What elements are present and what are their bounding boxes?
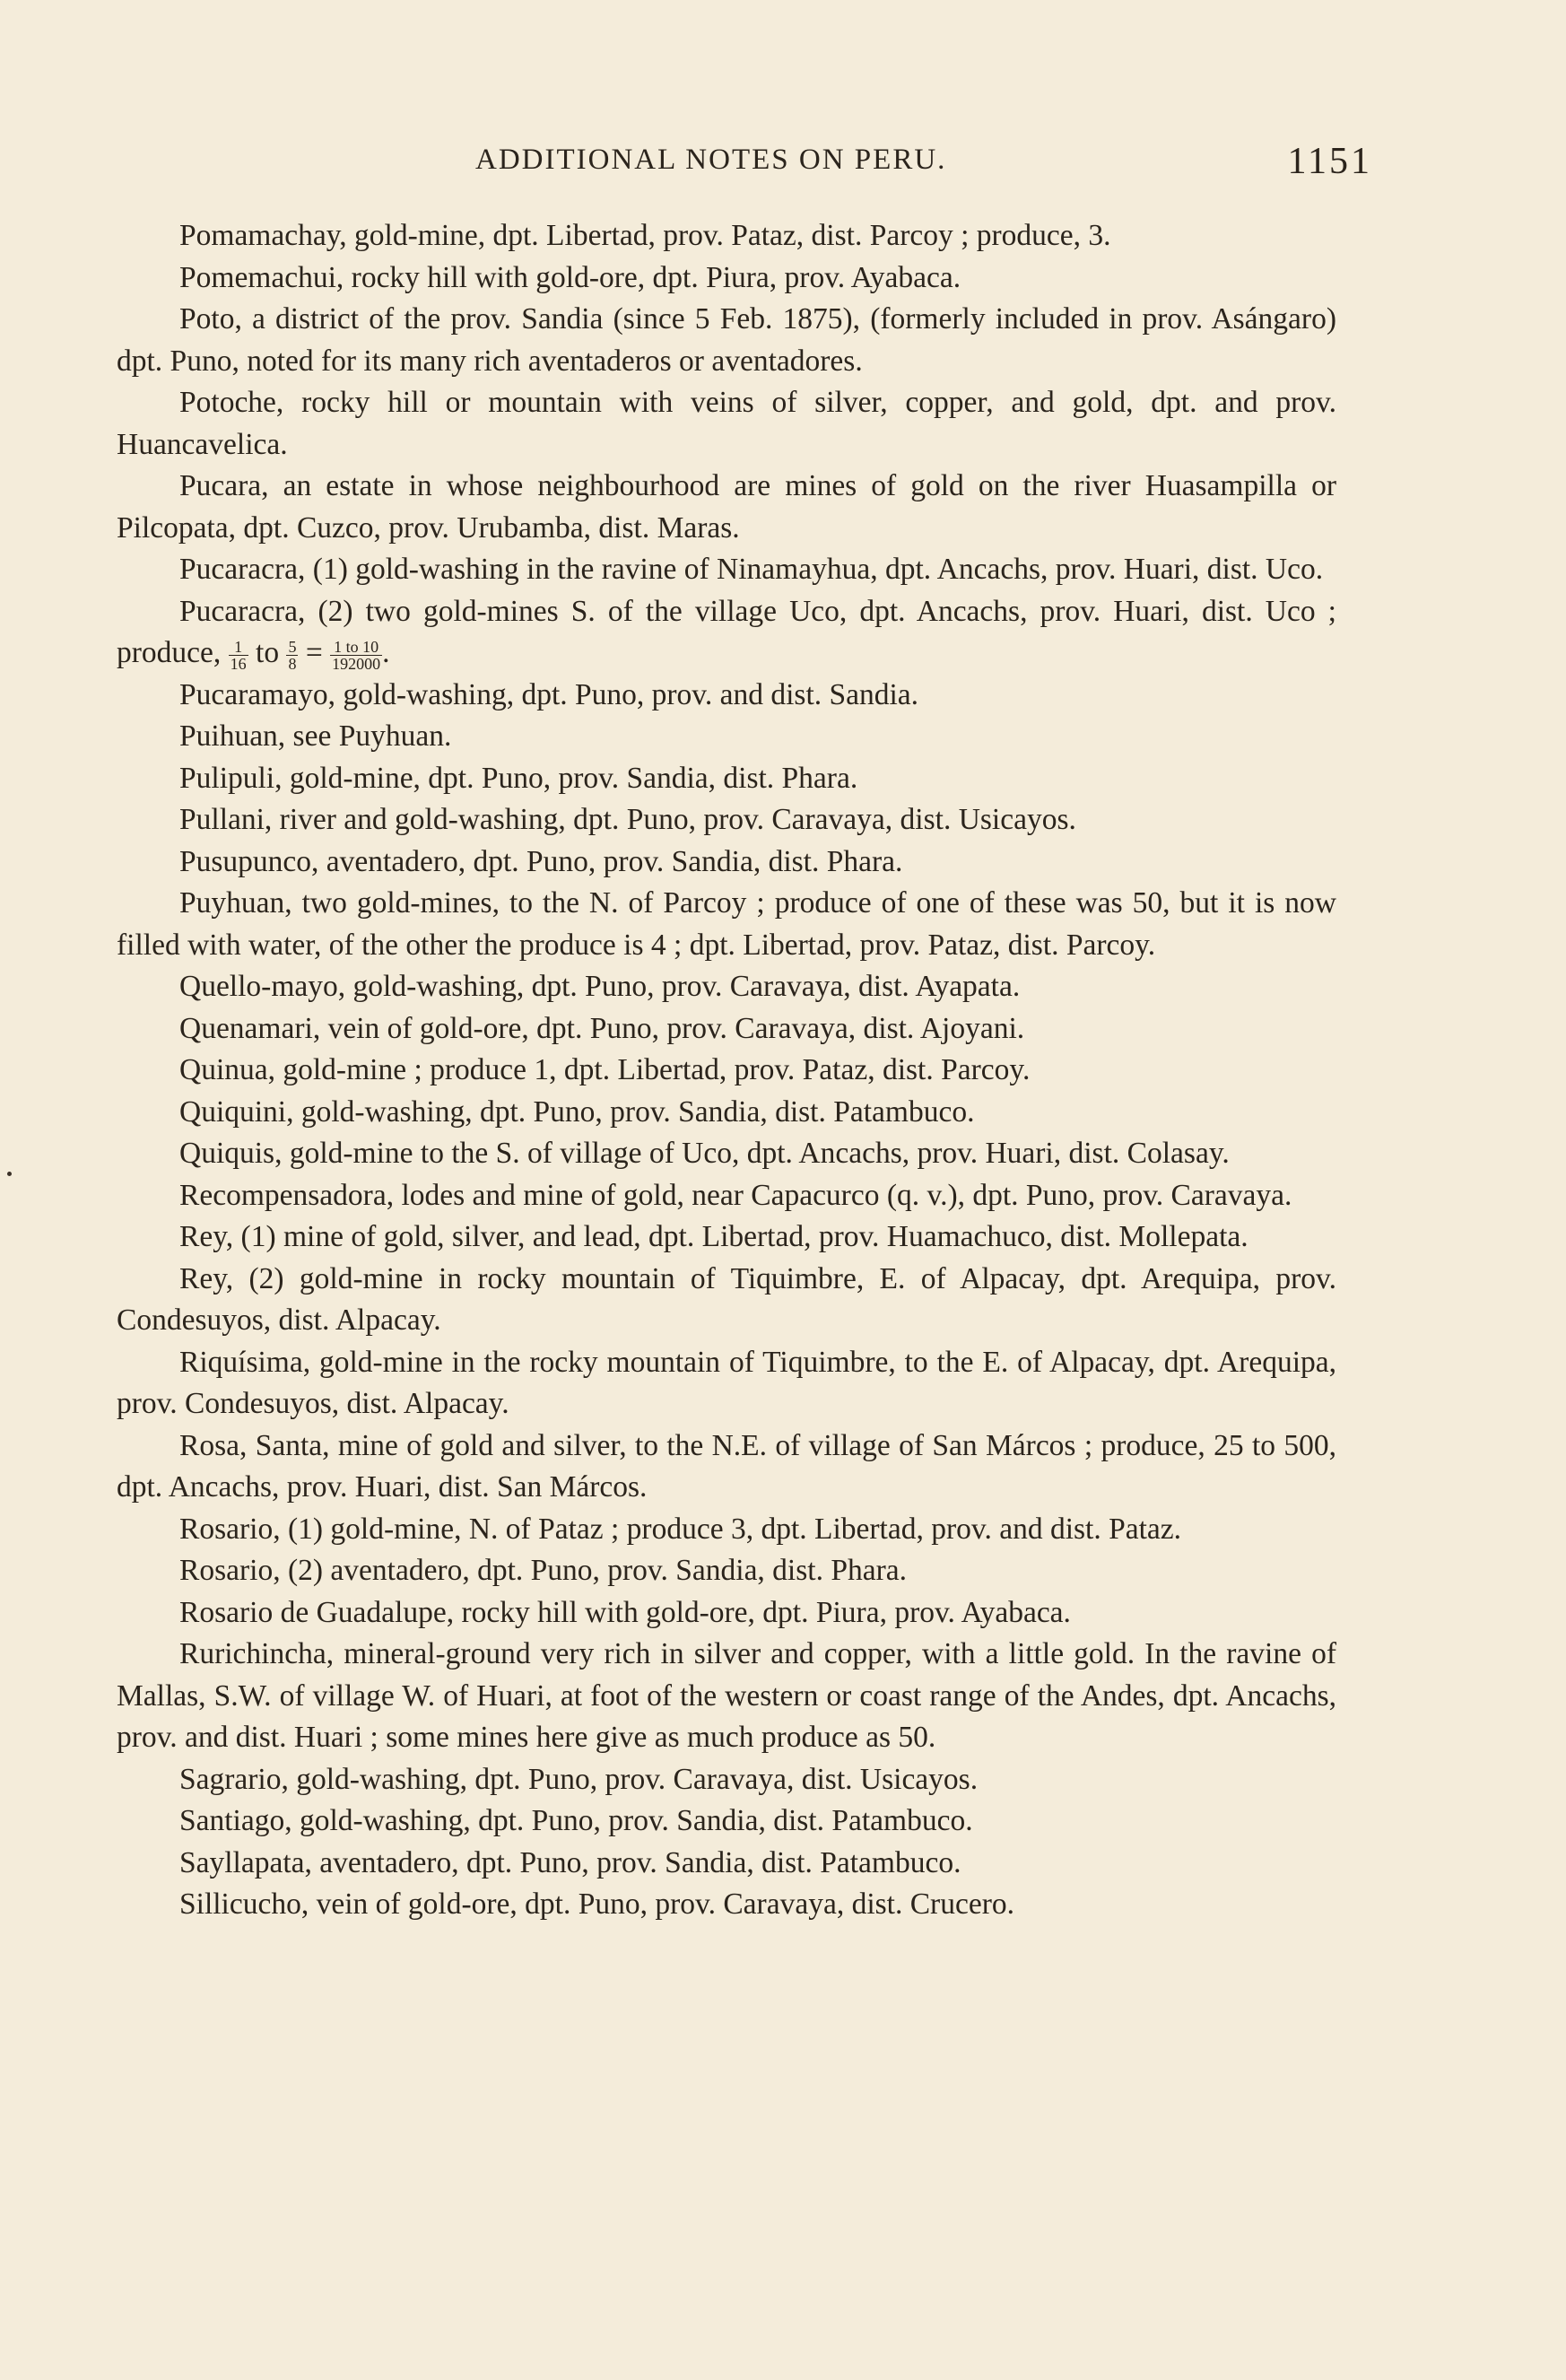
entry: Pusupunco, aventadero, dpt. Puno, prov. Sandia, dist. Phara. (179, 844, 903, 878)
entry: Rosa, Santa, mine of gold and silver, to the N.E. of village of San Márcos ; produce, 25 to 500, dpt. Ancachs, prov. Huari, dist. San Márcos. (117, 1428, 1336, 1504)
page-header (475, 141, 1372, 188)
equals-sign: = (305, 636, 323, 669)
entry: Poto, a district of the prov. Sandia (since 5 Feb. 1875), (formerly included in prov. Asángaro) dpt. Puno, noted for its many rich aventaderos or aventadores. (117, 302, 1336, 378)
entry: Rey, (1) mine of gold, silver, and lead, dpt. Libertad, prov. Huamachuco, dist. Mollepata. (179, 1220, 1248, 1253)
fraction-five-eighths (286, 639, 298, 672)
margin-speck (7, 1172, 12, 1176)
page-number: 1151 (1287, 141, 1372, 182)
fraction-one-sixteenth (229, 639, 248, 672)
entry: Riquísima, gold-mine in the rocky mountain of Tiquimbre, to the E. of Alpacay, dpt. Arequipa, prov. Condesuyos, dist. Alpacay. (117, 1345, 1336, 1420)
entry-pucaracra-2 (117, 591, 1336, 675)
entry: Quenamari, vein of gold-ore, dpt. Puno, prov. Caravaya, dist. Ajoyani. (179, 1011, 1025, 1045)
entry: Quello-mayo, gold-washing, dpt. Puno, prov. Caravaya, dist. Ayapata. (179, 970, 1021, 1003)
entry-end: . (382, 636, 390, 669)
entry: Sagrario, gold-washing, dpt. Puno, prov. Caravaya, dist. Usicayos. (179, 1762, 979, 1796)
fraction-denominator: 16 (230, 654, 247, 673)
entry: Rosario de Guadalupe, rocky hill with gold-ore, dpt. Piura, prov. Ayabaca. (179, 1595, 1071, 1629)
entry: Rey, (2) gold-mine in rocky mountain of Tiquimbre, E. of Alpacay, dpt. Arequipa, prov. Condesuyos, dist. Alpacay. (117, 1261, 1336, 1337)
entry: Pulipuli, gold-mine, dpt. Puno, prov. Sandia, dist. Phara. (179, 761, 858, 795)
fraction-denominator: 192000 (332, 654, 381, 673)
entry: Rurichincha, mineral-ground very rich in silver and copper, with a little gold. In the ravine of Mallas, S.W. of village W. of Huari, at foot of the western or coast range of the Andes, dpt. Ancachs, prov. and dist. Huari ; some mines here give as much produce as 50. (117, 1637, 1336, 1754)
entry: Rosario, (2) aventadero, dpt. Puno, prov. Sandia, dist. Phara. (179, 1554, 907, 1587)
entry: Pucaracra, (1) gold-washing in the ravine of Ninamayhua, dpt. Ancachs, prov. Huari, dist. Uco. (179, 553, 1324, 586)
entry: Recompensadora, lodes and mine of gold, near Capacurco (q. v.), dpt. Puno, prov. Caravaya. (179, 1178, 1292, 1212)
entry-text: Pucaracra, (2) two gold-mines S. of the village Uco, dpt. Ancachs, prov. Huari, dist. Uco ; produce, (117, 594, 1336, 669)
fraction-numerator: 1 (229, 639, 248, 656)
running-head: ADDITIONAL NOTES ON PERU. (475, 144, 947, 176)
entry: Puihuan, see Puyhuan. (179, 719, 452, 753)
entry: Potoche, rocky hill or mountain with veins of silver, copper, and gold, dpt. and prov. Huancavelica. (117, 386, 1336, 461)
gazetteer-text (117, 215, 1336, 1926)
entry: Pomamachay, gold-mine, dpt. Libertad, prov. Pataz, dist. Parcoy ; produce, 3. (179, 219, 1111, 252)
entry: Sillicucho, vein of gold-ore, dpt. Puno, prov. Caravaya, dist. Crucero. (179, 1887, 1014, 1921)
fraction-numerator: 1 to 10 (330, 639, 382, 656)
entry: Puyhuan, two gold-mines, to the N. of Parcoy ; produce of one of these was 50, but it is now filled with water, of the other the produce is 4 ; dpt. Libertad, prov. Pataz, dist. Parcoy. (117, 886, 1336, 962)
fraction-numerator: 5 (288, 637, 297, 656)
fraction-denominator: 8 (288, 654, 297, 673)
entry: Santiago, gold-washing, dpt. Puno, prov. Sandia, dist. Patambuco. (179, 1804, 973, 1837)
entry: Pomemachui, rocky hill with gold-ore, dpt. Piura, prov. Ayabaca. (179, 260, 961, 294)
entry: Pullani, river and gold-washing, dpt. Puno, prov. Caravaya, dist. Usicayos. (179, 803, 1076, 836)
entry: Quinua, gold-mine ; produce 1, dpt. Libertad, prov. Pataz, dist. Parcoy. (179, 1053, 1031, 1086)
entry: Quiquini, gold-washing, dpt. Puno, prov. Sandia, dist. Patambuco. (179, 1094, 975, 1129)
entry: Quiquis, gold-mine to the S. of village of Uco, dpt. Ancachs, prov. Huari, dist. Colasay. (179, 1137, 1230, 1170)
entry: Rosario, (1) gold-mine, N. of Pataz ; produce 3, dpt. Libertad, prov. and dist. Pataz. (179, 1512, 1182, 1546)
fraction-ratio (330, 639, 382, 672)
entry: Pucaramayo, gold-washing, dpt. Puno, prov. and dist. Sandia. (179, 677, 919, 711)
entry: Pucara, an estate in whose neighbourhood are mines of gold on the river Huasampilla or Pilcopata, dpt. Cuzco, prov. Urubamba, dist. Maras. (117, 469, 1336, 545)
to-word: to (256, 636, 280, 669)
entry: Sayllapata, aventadero, dpt. Puno, prov. Sandia, dist. Patambuco. (179, 1845, 961, 1879)
